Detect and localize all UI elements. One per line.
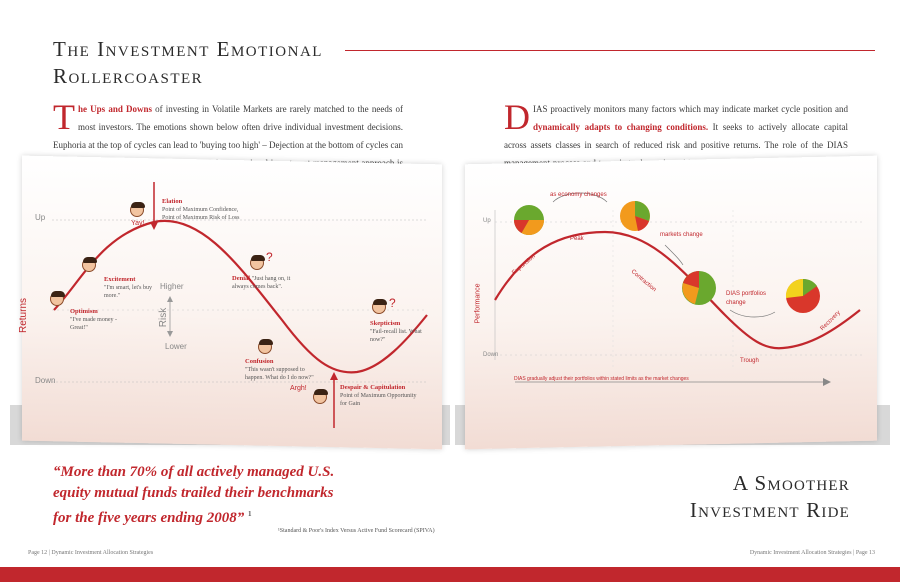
left-lead-text: he Ups and Downs <box>78 104 152 114</box>
elation-text: Point of Maximum Confidence, Point of Maximum Risk of Loss <box>162 207 240 221</box>
despair-label <box>340 384 420 408</box>
despair-arrow-head <box>330 372 338 380</box>
smoother-ride-heading: A Smoother Investment Ride <box>689 471 850 522</box>
adjust-arrow-head <box>823 378 831 386</box>
optimism-label <box>70 308 130 332</box>
pie-chart-1 <box>514 205 544 235</box>
title-divider <box>345 50 875 51</box>
excitement-label <box>104 276 164 300</box>
skepticism-title: Skepticism <box>370 320 401 327</box>
despair-title: Despair & Capitulation <box>340 384 406 391</box>
dias-curve-svg <box>465 160 877 445</box>
despair-exclaim: Argh! <box>290 385 307 392</box>
risk-lower-label: Lower <box>165 342 187 351</box>
right-dropcap: D <box>504 97 530 137</box>
markets-curly-arrow <box>665 245 683 265</box>
risk-arrow-head-up <box>167 296 173 302</box>
excitement-title: Excitement <box>104 276 136 283</box>
confusion-text: "This wasn't supposed to happen. What do I do now?" <box>245 367 314 381</box>
skepticism-face-icon <box>372 300 386 314</box>
risk-higher-label: Higher <box>160 282 184 291</box>
excitement-text: "I'm smart, let's buy more." <box>104 285 152 299</box>
denial-label <box>232 275 302 291</box>
pie-4-slice-yellow <box>786 279 803 298</box>
markets-change-label: markets change <box>660 232 703 238</box>
left-down-label: Down <box>35 376 56 385</box>
contraction-label: Contraction <box>629 268 658 294</box>
economy-changes-label: as economy changes <box>550 192 607 198</box>
footnote: ¹Standard & Poor's Index Versus Active Fund Scorecard (SPIVA) <box>278 528 435 534</box>
pie-chart-4 <box>786 279 820 313</box>
right-text-2: It seeks to actively allocate capital across assets classes in search of reduced risk and positive returns. The role of the DIAS <box>504 122 848 150</box>
skepticism-text: "Fail-recall list. What now?" <box>370 329 422 343</box>
dias-portfolios-label: DIAS portfolios change <box>726 291 767 306</box>
elation-face-icon <box>130 203 144 217</box>
footer-right: Dynamic Investment Allocation Strategies | Page 13 <box>749 550 875 556</box>
pie-chart-3 <box>682 271 716 305</box>
denial-face-icon <box>250 256 264 270</box>
denial-text: "Just hang on, it always comes back". <box>232 276 291 290</box>
denial-question: ? <box>266 250 273 264</box>
risk-label: Risk <box>158 307 170 328</box>
left-body-text: of investing in Volatile Markets are rarely matched to the needs of most investors. The emotions shown below often drive individual investment decisions. Euphoria at the top of cycles can lead to 'buying too high' – Dejection at the bottom of cycles can <box>53 104 403 150</box>
despair-face-icon <box>313 390 327 404</box>
optimism-text: "I've made money - Great!" <box>70 317 118 331</box>
elation-title: Elation <box>162 198 183 205</box>
recovery-label: Recovery <box>819 309 842 333</box>
risk-arrow-head-down <box>167 331 173 337</box>
despair-text: Point of Maximum Opportunity for Gain <box>340 393 417 407</box>
left-up-label: Up <box>35 213 46 222</box>
skepticism-question: ? <box>389 296 396 310</box>
right-text-1: IAS proactively monitors many factors which may indicate market cycle position and <box>533 104 848 114</box>
confusion-title: Confusion <box>245 358 274 365</box>
right-up-label: Up <box>483 218 491 224</box>
quote-block <box>53 462 353 529</box>
right-down-label: Down <box>483 352 499 358</box>
footer-left: Page 12 | Dynamic Investment Allocation Strategies <box>28 550 154 556</box>
left-dropcap: T <box>53 97 75 137</box>
right-axis-title: Performance <box>474 283 482 324</box>
page-title: The Investment Emotional Rollercoaster <box>53 37 323 88</box>
peak-label: Peak <box>570 236 584 242</box>
confusion-face-icon <box>258 340 272 354</box>
confusion-label <box>245 358 315 382</box>
excitement-face-icon <box>82 258 96 272</box>
bottom-red-band <box>0 567 900 582</box>
pie-chart-2 <box>620 201 650 231</box>
elation-exclaim: Yay! <box>131 220 145 227</box>
trough-label: Trough <box>740 358 759 364</box>
left-axis-title: Returns <box>18 297 30 334</box>
denial-title: Denial <box>232 275 251 282</box>
expansion-label: Expansion <box>511 253 537 277</box>
adjust-caption: DIAS gradually adjust their portfolios within stated limits as the market changes <box>514 376 689 382</box>
quote-text: “More than 70% of all actively managed U.S. equity mutual funds trailed their benchmarks for the five years ending 2008” <box>53 464 335 526</box>
right-highlight-text: dynamically adapts to changing conditions. <box>533 122 709 132</box>
optimism-title: Optimism <box>70 308 98 315</box>
optimism-face-icon <box>50 292 64 306</box>
elation-label <box>162 198 242 222</box>
elation-arrow-head <box>150 222 158 230</box>
skepticism-label <box>370 320 430 344</box>
portfolios-curly-arrow <box>730 310 775 317</box>
quote-note-mark: 1 <box>247 510 252 518</box>
